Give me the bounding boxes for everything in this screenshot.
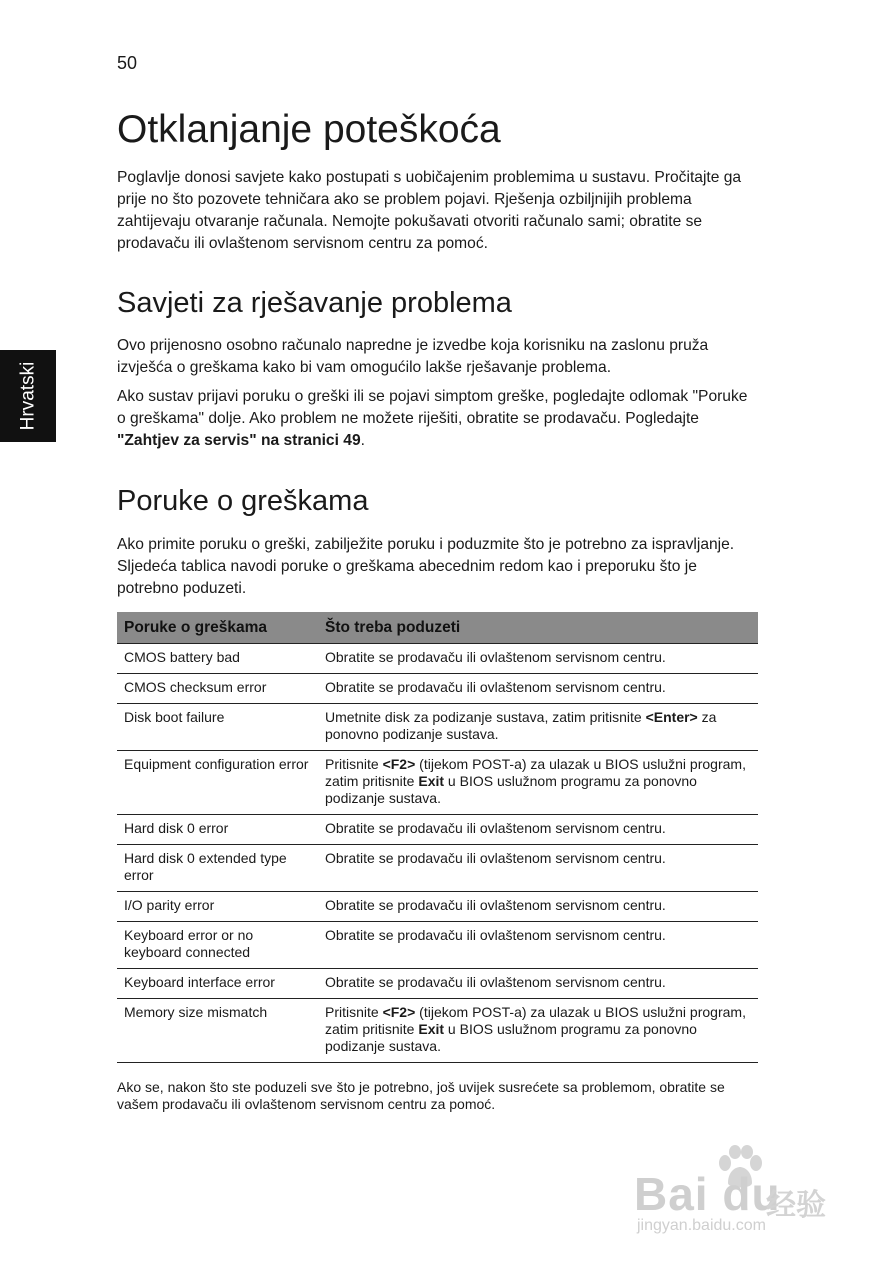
table-row — [117, 674, 758, 704]
error-messages-paragraph: Ako primite poruku o greški, zabilježite poruku i poduzmite što je potrebno za ispravljanje. Sljedeća tablica navodi poruke o greškama abecednim redom kao i preporuku što je potrebno poduzeti. — [117, 536, 735, 597]
key-name: <F2> — [382, 1004, 416, 1020]
tips-paragraph-2 — [117, 386, 758, 452]
error-message-cell: Keyboard error or no keyboard connected — [117, 922, 318, 969]
error-messages-table — [117, 612, 758, 1063]
action-cell: Obratite se prodavaču ili ovlaštenom servisnom centru. — [318, 922, 758, 969]
tips-paragraph-2-end: . — [360, 432, 365, 449]
page-title: Otklanjanje poteškoća — [117, 108, 501, 151]
action-text: Pritisnite — [325, 1004, 383, 1020]
key-name: <Enter> — [645, 709, 698, 725]
action-cell: Obratite se prodavaču ili ovlaštenom servisnom centru. — [318, 815, 758, 845]
error-message-cell: CMOS battery bad — [117, 644, 318, 674]
watermark-url: jingyan.baidu.com — [637, 1217, 766, 1234]
action-cell: Obratite se prodavaču ili ovlaštenom servisnom centru. — [318, 644, 758, 674]
key-name: <F2> — [382, 756, 416, 772]
action-cell: Obratite se prodavaču ili ovlaštenom servisnom centru. — [318, 845, 758, 892]
action-text: Umetnite disk za podizanje sustava, zatim pritisnite — [325, 709, 646, 725]
tips-paragraph-1: Ovo prijenosno osobno računalo napredne je izvedbe koja korisniku na zaslonu pruža izvješća o greškama kako bi vam omogućilo lakše rješavanje problema. — [117, 337, 709, 376]
table-row — [117, 644, 758, 674]
action-cell: Obratite se prodavaču ili ovlaštenom servisnom centru. — [318, 969, 758, 999]
action-text: (tijekom POST-a) za ulazak u BIOS uslužni program, zatim pritisnite — [325, 756, 746, 789]
table-row — [117, 815, 758, 845]
table-row — [117, 845, 758, 892]
action-cell — [318, 999, 758, 1063]
language-side-tab — [0, 350, 56, 442]
side-tab-label: Hrvatski — [17, 361, 38, 431]
action-cell — [318, 751, 758, 815]
error-message-cell: Equipment configuration error — [117, 751, 318, 815]
baidu-watermark — [634, 1145, 839, 1245]
table-row — [117, 969, 758, 999]
section-heading-troubleshooting-tips: Savjeti za rješavanje problema — [117, 287, 512, 319]
action-cell: Obratite se prodavaču ili ovlaštenom servisnom centru. — [318, 892, 758, 922]
action-cell — [318, 704, 758, 751]
table-row — [117, 999, 758, 1063]
header-error-message: Poruke o greškama — [117, 612, 318, 644]
watermark-brand: Bai du — [634, 1168, 781, 1220]
key-name: Exit — [418, 773, 445, 789]
error-message-cell: Hard disk 0 error — [117, 815, 318, 845]
error-message-cell: Memory size mismatch — [117, 999, 318, 1063]
key-name: Exit — [418, 1021, 445, 1037]
action-text: (tijekom POST-a) za ulazak u BIOS uslužni program, zatim pritisnite — [325, 1004, 746, 1037]
tips-paragraph-2-text: Ako sustav prijavi poruku o greški ili se pojavi simptom greške, pogledajte odlomak "Poruke o greškama" dolje. Ako problem ne možete riješiti, obratite se prodavaču. Pogledajte — [117, 388, 748, 427]
table-row — [117, 704, 758, 751]
error-message-cell: Keyboard interface error — [117, 969, 318, 999]
service-request-link[interactable]: "Zahtjev za servis" na stranici 49 — [117, 432, 361, 449]
header-action: Što treba poduzeti — [318, 612, 758, 644]
error-message-cell: Disk boot failure — [117, 704, 318, 751]
section-heading-error-messages: Poruke o greškama — [117, 485, 369, 517]
table-row — [117, 751, 758, 815]
table-row — [117, 922, 758, 969]
table-row — [117, 892, 758, 922]
table-header-row — [117, 612, 758, 644]
error-message-cell: CMOS checksum error — [117, 674, 318, 704]
error-message-cell: Hard disk 0 extended type error — [117, 845, 318, 892]
page-number: 50 — [117, 53, 138, 73]
footer-note: Ako se, nakon što ste poduzeli sve što je potrebno, još uvijek susrećete sa problemom, obratite se vašem prodavaču ili ovlaštenom servisnom centru za pomoć. — [117, 1079, 725, 1112]
error-message-cell: I/O parity error — [117, 892, 318, 922]
intro-paragraph: Poglavlje donosi savjete kako postupati s uobičajenim problemima u sustavu. Pročitajte ga prije no što pozovete tehničara ako se problem pojavi. Rješenja ozbiljnijih problema zahtijevaju otvaranje računala. Nemojte pokušavati otvoriti računalo sami; obratite se prodavaču ili ovlaštenom servisnom centru za pomoć. — [117, 169, 742, 252]
action-text: Pritisnite — [325, 756, 383, 772]
watermark-cn: 经验 — [766, 1189, 826, 1222]
action-text: u BIOS uslužnom programu za ponovno podizanje sustava. — [325, 1021, 697, 1054]
action-cell: Obratite se prodavaču ili ovlaštenom servisnom centru. — [318, 674, 758, 704]
action-text: za ponovno podizanje sustava. — [325, 709, 717, 742]
action-text: u BIOS uslužnom programu za ponovno podizanje sustava. — [325, 773, 697, 806]
